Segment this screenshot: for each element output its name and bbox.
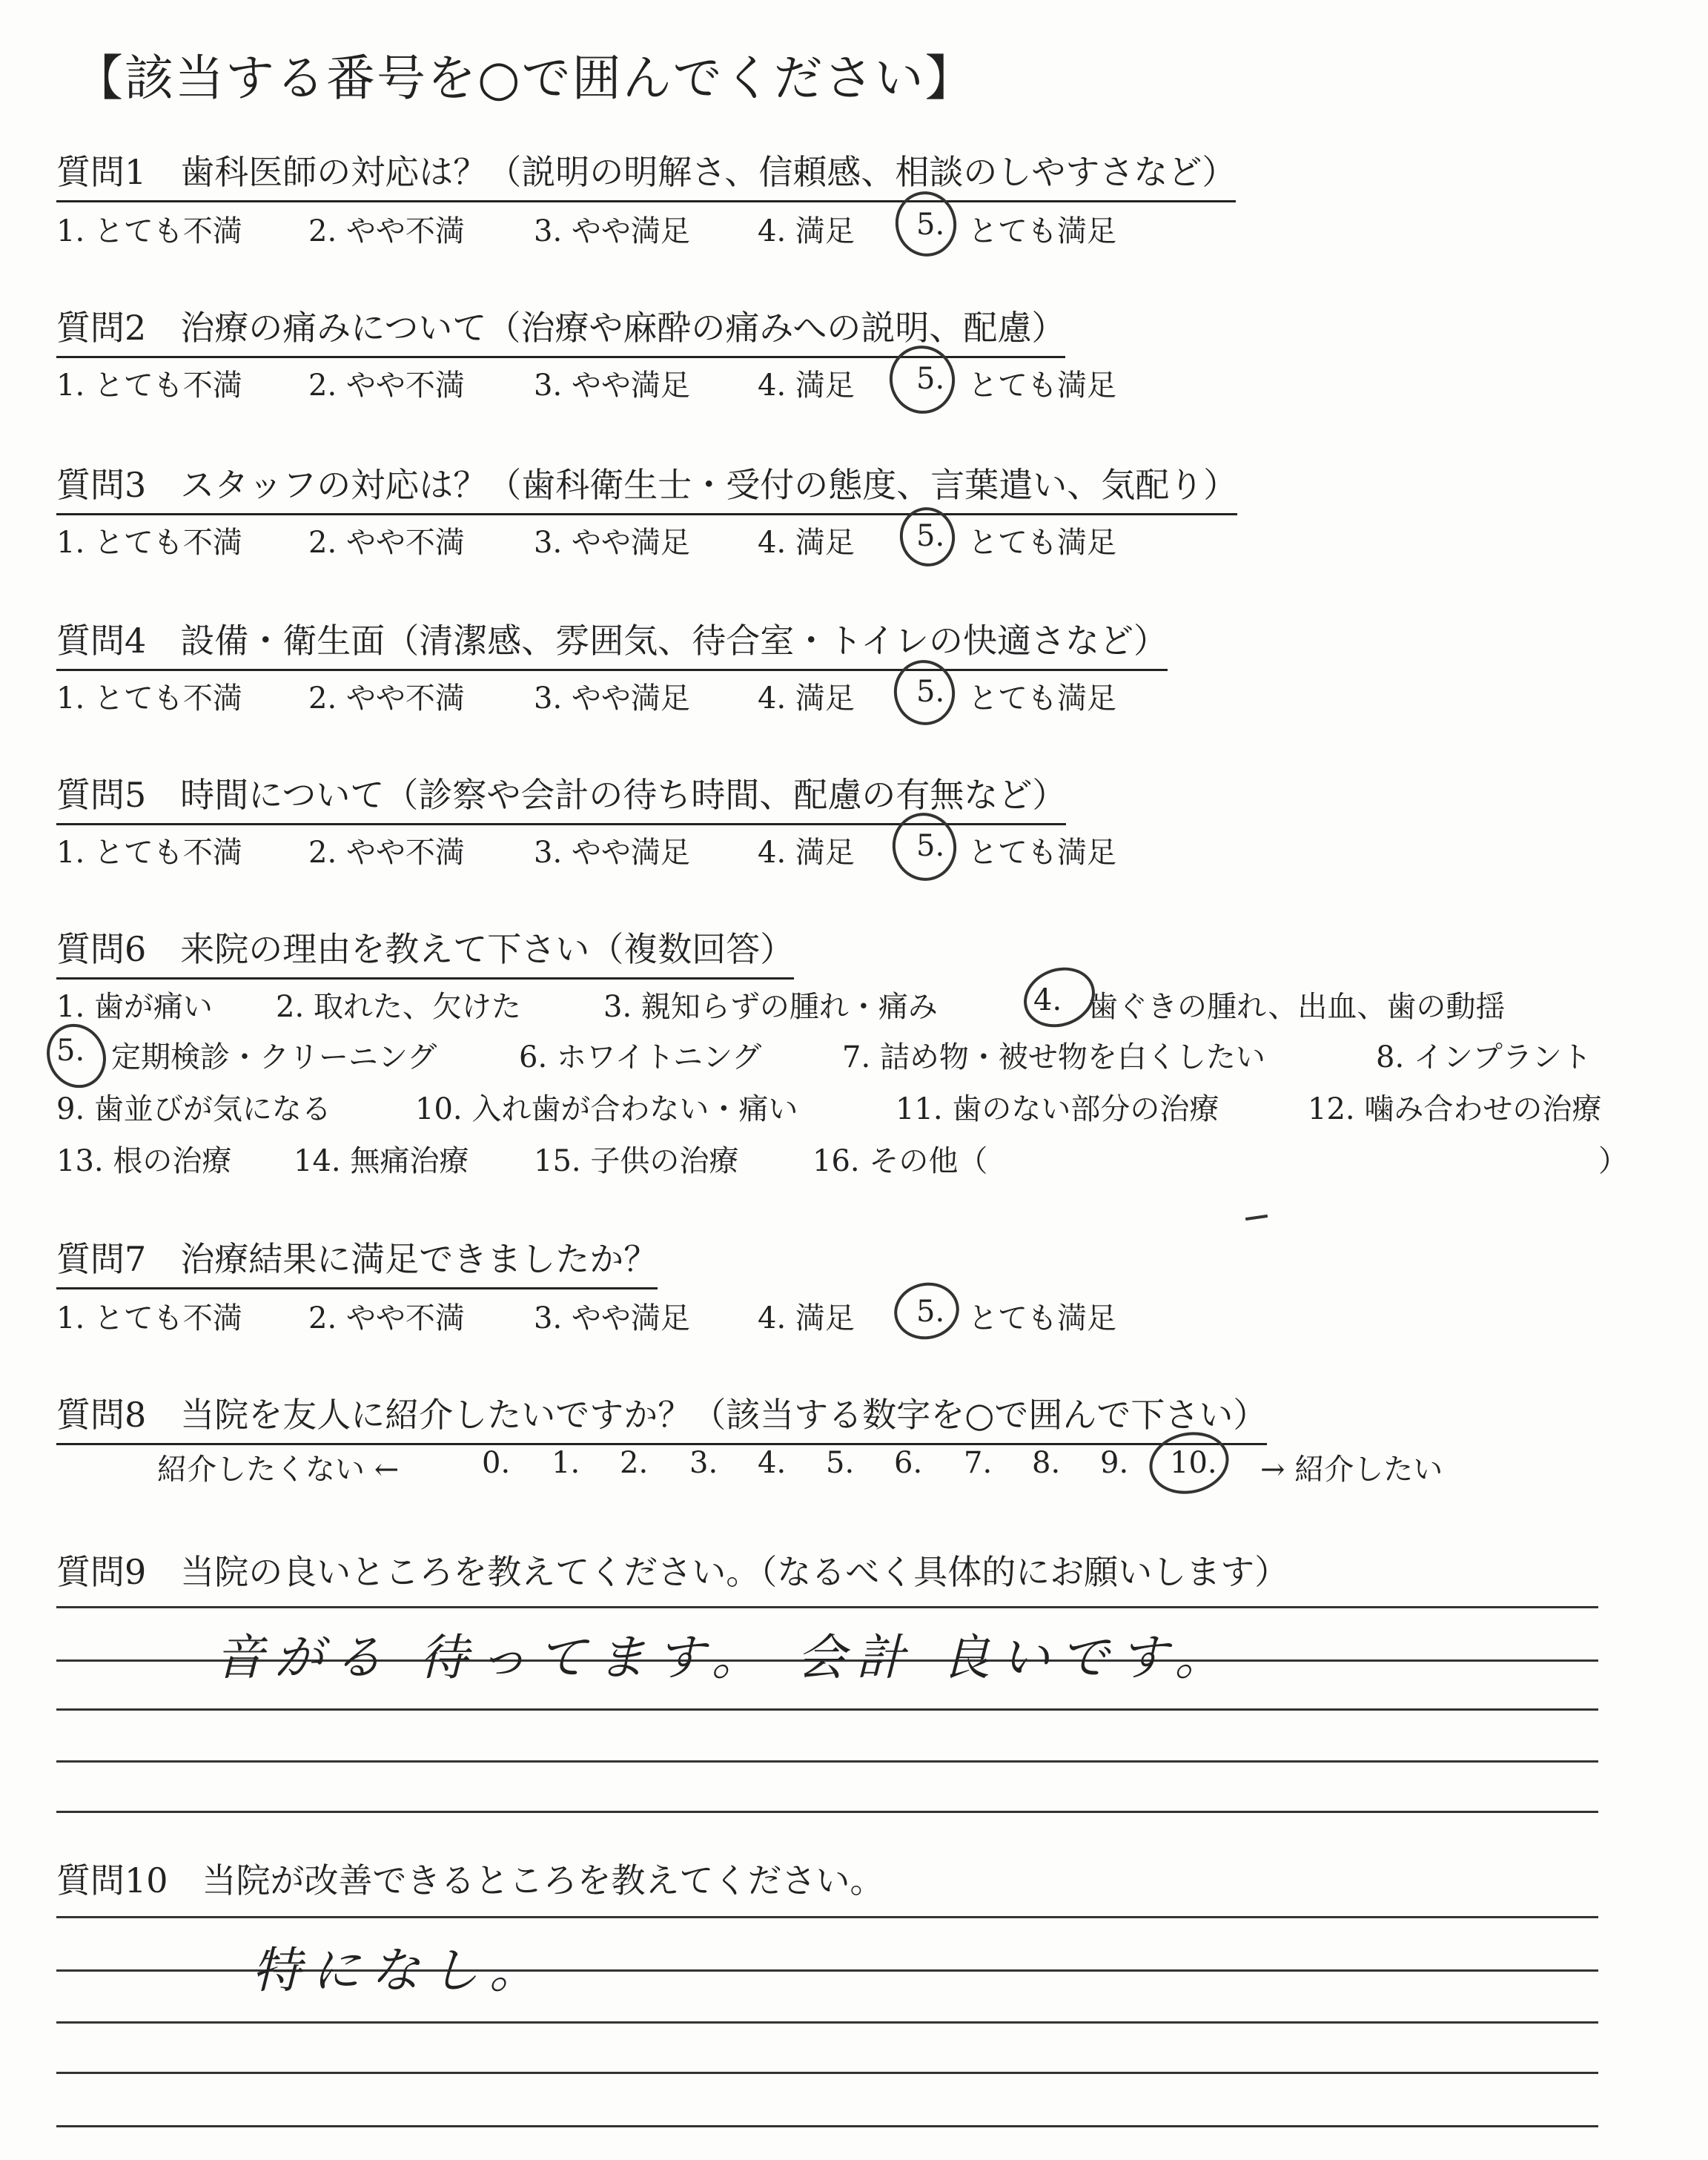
q2-option-3[interactable]: 3. やや満足 [534,369,690,403]
q6-option-16-close: ） [1598,1144,1628,1178]
q3-option-5[interactable]: 5. [916,519,945,553]
q6-option-9[interactable]: 9. 歯並びが気になる [56,1092,331,1126]
q5-option-5[interactable]: 5. [916,829,945,863]
q8-option-9[interactable]: 9. [1100,1446,1129,1480]
q6-option-4-label: 歯ぐきの腫れ、出血、歯の動揺 [1088,990,1506,1024]
q1-option-4[interactable]: 4. 満足 [758,214,855,248]
q2-option-5-label: とても満足 [968,369,1116,403]
q4-option-2[interactable]: 2. やや不満 [308,681,465,716]
q6-option-2[interactable]: 2. 取れた、欠けた [276,990,521,1024]
q6-option-16[interactable]: 16. その他（ [812,1144,988,1178]
q4-option-4[interactable]: 4. 満足 [758,681,855,716]
q3-option-4[interactable]: 4. 満足 [758,526,855,560]
q7-selection-circle [889,1277,964,1346]
q2-title: 質問2 治療の痛みについて（治療や麻酔の痛みへの説明、配慮） [56,301,1065,358]
q10-answer-rule-4 [56,2072,1598,2074]
q6-option-5[interactable]: 5. [56,1034,85,1068]
q3-title: 質問3 スタッフの対応は？（歯科衛生士・受付の態度、言葉遣い、気配り） [56,458,1237,515]
q3-option-5-label: とても満足 [968,526,1116,560]
q5-option-2[interactable]: 2. やや不満 [308,836,465,870]
q7-title: 質問7 治療結果に満足できましたか？ [56,1232,658,1289]
q8-option-0[interactable]: 0. [482,1446,511,1480]
q3-option-2[interactable]: 2. やや不満 [308,526,465,560]
q1-option-5-label: とても満足 [968,214,1116,248]
q8-option-6[interactable]: 6. [894,1446,923,1480]
q4-option-3[interactable]: 3. やや満足 [534,681,690,716]
q2-option-4[interactable]: 4. 満足 [758,369,855,403]
q9-handwritten-answer[interactable]: 音がる 待ってます。 会計 良いです。 [215,1629,1234,1686]
q8-option-10[interactable]: 10. [1170,1446,1217,1480]
q7-option-5[interactable]: 5. [916,1295,945,1329]
q6-option-1[interactable]: 1. 歯が痛い [56,990,213,1024]
q4-option-1[interactable]: 1. とても不満 [56,681,242,716]
q7-option-5-label: とても満足 [968,1301,1116,1335]
q6-option-13[interactable]: 13. 根の治療 [56,1144,232,1178]
q8-right-label: → 紹介したい [1260,1453,1443,1487]
q6-option-4[interactable]: 4. [1033,983,1062,1017]
q10-handwritten-answer[interactable]: 特になし。 [252,1942,549,1999]
q7-option-3[interactable]: 3. やや満足 [534,1301,690,1335]
q6-option-5-label: 定期検診・クリーニング [111,1040,437,1074]
q8-option-4[interactable]: 4. [758,1446,787,1480]
q9-answer-rule-1 [56,1606,1598,1608]
q6-option-7[interactable]: 7. 詰め物・被せ物を白くしたい [842,1040,1265,1074]
q9-answer-rule-5 [56,1811,1598,1813]
q8-option-1[interactable]: 1. [552,1446,580,1480]
q3-option-3[interactable]: 3. やや満足 [534,526,690,560]
page-title: 【該当する番号を○で囲んでください】 [74,50,976,107]
q9-answer-rule-3 [56,1708,1598,1711]
q2-option-2[interactable]: 2. やや不満 [308,369,465,403]
q7-option-1[interactable]: 1. とても不満 [56,1301,242,1335]
q10-answer-rule-5 [56,2125,1598,2127]
q5-option-5-label: とても満足 [968,836,1116,870]
q2-option-1[interactable]: 1. とても不満 [56,369,242,403]
q5-title: 質問5 時間について（診察や会計の待ち時間、配慮の有無など） [56,768,1066,825]
q6-option-10[interactable]: 10. 入れ歯が合わない・痛い [415,1092,798,1126]
q8-option-8[interactable]: 8. [1032,1446,1061,1480]
q5-option-4[interactable]: 4. 満足 [758,836,855,870]
q8-option-7[interactable]: 7. [964,1446,993,1480]
q6-option-12[interactable]: 12. 噛み合わせの治療 [1308,1092,1602,1126]
q7-option-4[interactable]: 4. 満足 [758,1301,855,1335]
q10-answer-rule-1 [56,1916,1598,1918]
q1-option-3[interactable]: 3. やや満足 [534,214,690,248]
q8-option-3[interactable]: 3. [689,1446,718,1480]
q4-option-5-label: とても満足 [968,681,1116,716]
q6-option-6[interactable]: 6. ホワイトニング [519,1040,762,1074]
q1-option-5[interactable]: 5. [916,208,945,242]
q8-title: 質問8 当院を友人に紹介したいですか？（該当する数字を○で囲んで下さい） [56,1388,1267,1445]
q4-option-5[interactable]: 5. [916,675,945,709]
q6-title: 質問6 来院の理由を教えて下さい（複数回答） [56,922,794,980]
q6-option-14[interactable]: 14. 無痛治療 [294,1144,469,1178]
q5-option-3[interactable]: 3. やや満足 [534,836,690,870]
q6-option-8[interactable]: 8. インプラント [1376,1040,1592,1074]
q7-option-2[interactable]: 2. やや不満 [308,1301,465,1335]
q9-title: 質問9 当院の良いところを教えてください。（なるべく具体的にお願いします） [56,1552,1289,1592]
q6-option-11[interactable]: 11. 歯のない部分の治療 [896,1092,1219,1126]
q1-option-1[interactable]: 1. とても不満 [56,214,242,248]
q1-title: 質問1 歯科医師の対応は？（説明の明解さ、信頼感、相談のしやすさなど） [56,145,1236,202]
q9-answer-rule-4 [56,1760,1598,1763]
q4-title: 質問4 設備・衛生面（清潔感、雰囲気、待合室・トイレの快適さなど） [56,614,1168,671]
q3-option-1[interactable]: 1. とても不満 [56,526,242,560]
q10-answer-rule-3 [56,2021,1598,2024]
q8-option-2[interactable]: 2. [620,1446,649,1480]
q10-title: 質問10 当院が改善できるところを教えてください。 [56,1860,884,1900]
q5-option-1[interactable]: 1. とても不満 [56,836,242,870]
q6-option-3[interactable]: 3. 親知らずの腫れ・痛み [603,990,938,1024]
q6-option-15[interactable]: 15. 子供の治療 [534,1144,739,1178]
stray-pen-mark [1245,1215,1268,1221]
q1-option-2[interactable]: 2. やや不満 [308,214,465,248]
q2-option-5[interactable]: 5. [916,362,945,396]
q8-left-label: 紹介したくない ← [157,1453,400,1487]
q8-option-5[interactable]: 5. [826,1446,855,1480]
